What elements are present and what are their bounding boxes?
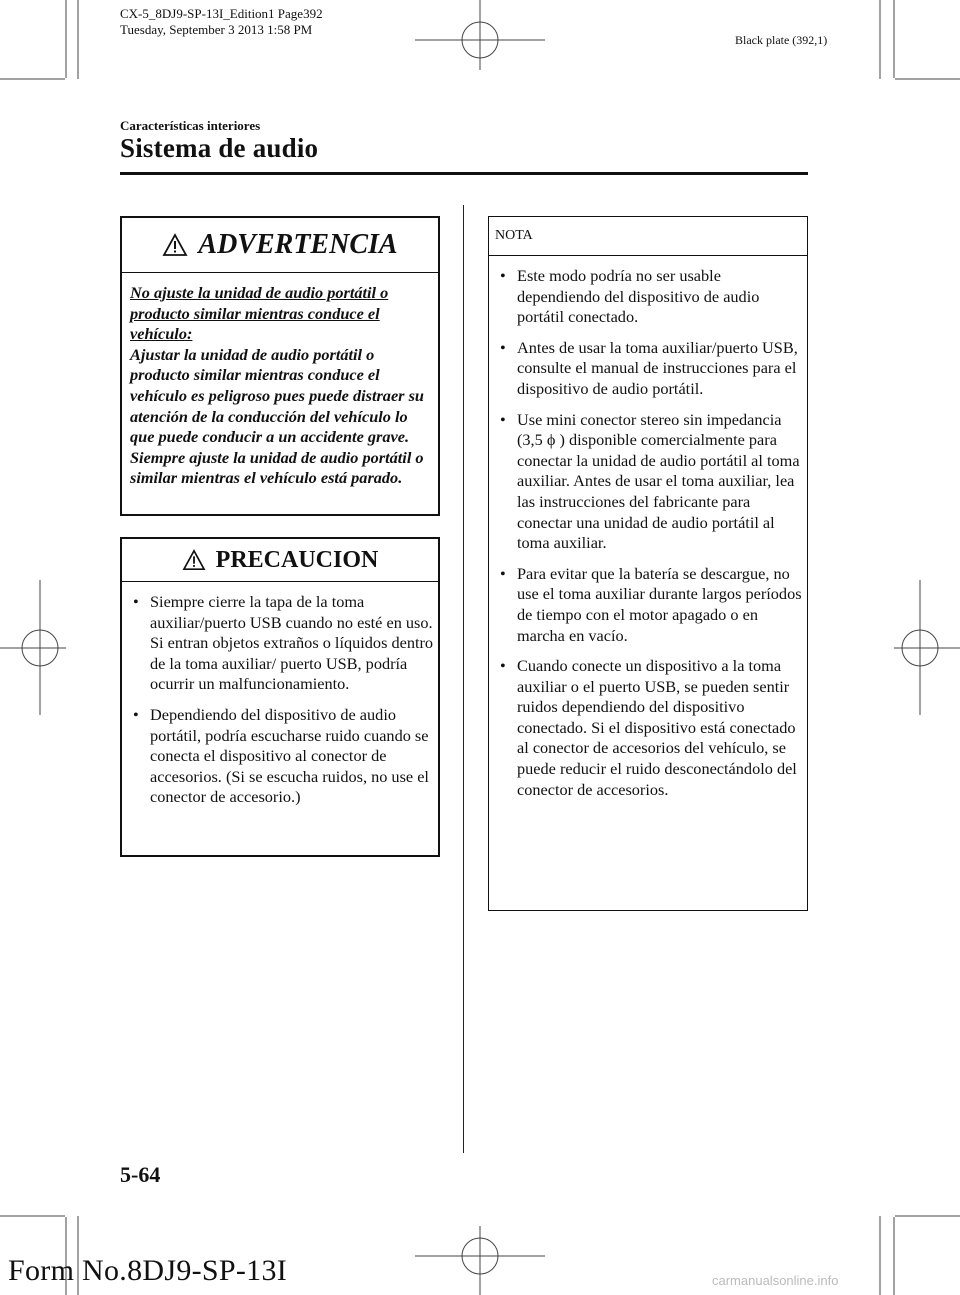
caution-item [130,705,434,808]
page-title: Sistema de audio [120,133,319,163]
bullet-icon: • [133,704,139,724]
note-item [497,564,803,646]
section-label: Características interiores [120,118,261,133]
note-item-text: Cuando conecte un dispositivo a la toma auxiliar o el puerto USB, se pueden sentir ruidos dependiendo del dispositivo conectado. Si el dispositivo está conectado al conector de accesorios del vehículo, se puede reducir el ruido desconectándolo del conector de accesorios. [517,656,797,799]
form-number: Form No.8DJ9-SP-13I [8,1254,288,1287]
warning-triangle-icon [162,233,188,257]
caution-item-text: Dependiendo del dispositivo de audio portátil, podría escucharse ruido cuando se conecta el dispositivo al conector de accesorios. (Si se escucha ruidos, no use el conector de accesorio.) [150,704,429,807]
title-rule [120,172,808,175]
note-item-text: Antes de usar la toma auxiliar/puerto USB, consulte el manual de instrucciones para el dispositivo de audio portátil. [517,337,798,398]
print-metadata [120,6,323,38]
note-list [489,256,807,800]
warning-body [122,273,438,489]
note-box [488,216,808,911]
bullet-icon: • [500,656,506,676]
page-number: 5-64 [120,1162,161,1187]
caution-box [120,537,440,857]
watermark: carmanualsonline.info [712,1273,839,1288]
note-item [497,656,803,800]
caution-item-text: Siempre cierre la tapa de la toma auxiliar/puerto USB cuando no esté en uso. Si entran objetos extraños o líquidos dentro de la toma auxiliar/ puerto USB, podría ocurrir un malfuncionamiento. [150,592,434,694]
note-header: NOTA [489,217,807,256]
column-divider [463,205,464,1153]
print-meta-line2: Tuesday, September 3 2013 1:58 PM [120,22,313,37]
plate-label: Black plate (392,1) [735,33,828,47]
note-item-text: Use mini conector stereo sin impedancia (3,5 ϕ ) disponible comercialmente para conectar la unidad de audio portátil al toma auxiliar. Antes de usar el toma auxiliar, lea las instrucciones del fabricante para conectar una unidad de audio portátil al toma auxiliar. [517,409,800,553]
bullet-icon: • [500,337,506,357]
note-item [497,338,803,400]
caution-item [130,592,434,695]
caution-list [122,582,438,808]
note-item-text: Para evitar que la batería se descargue, no use el toma auxiliar durante largos períodos de tiempo con el motor apagado o en marcha en vacío. [517,563,802,645]
caution-label: PRECAUCION [215,546,379,573]
caution-triangle-icon [182,549,206,571]
bullet-icon: • [500,409,506,429]
warning-label: ADVERTENCIA [198,229,398,260]
print-meta-line1: CX-5_8DJ9-SP-13I_Edition1 Page392 [120,6,323,21]
note-item-text: Este modo podría no ser usable dependiendo del dispositivo de audio portátil conectado. [517,266,760,327]
bullet-icon: • [500,563,506,583]
warning-header [122,218,438,273]
bullet-icon: • [500,266,506,285]
note-item [497,266,803,328]
caution-header [122,539,438,582]
warning-text: Ajustar la unidad de audio portátil o producto similar mientras conduce el vehículo es peligroso pues puede distraer su atención de la conducción del vehículo lo que puede conducir a un accidente grave. Siempre ajuste la unidad de audio portátil o similar mientras el vehículo está parado. [130,344,424,488]
warning-box [120,216,440,516]
warning-underlined-text: No ajuste la unidad de audio portátil o producto similar mientras conduce el vehículo: [130,283,389,344]
note-item [497,410,803,554]
bullet-icon: • [133,592,139,611]
